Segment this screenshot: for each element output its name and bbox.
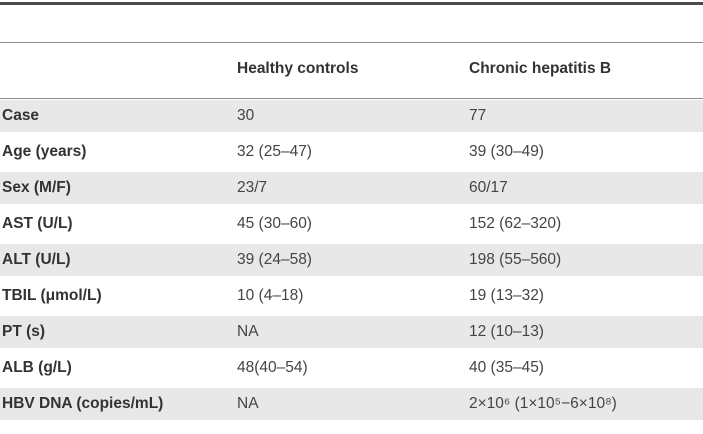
row-label: ALB (g/L): [2, 359, 72, 376]
table-header: [0, 43, 703, 99]
table-row: [0, 352, 703, 384]
healthy-controls-value: 45 (30–60): [237, 215, 312, 232]
table-row: [0, 316, 703, 348]
table-row: [0, 280, 703, 312]
chronic-hepatitis-b-value: 152 (62–320): [469, 215, 562, 232]
healthy-controls-value: 48(40–54): [237, 359, 308, 376]
row-label: Sex (M/F): [2, 179, 71, 196]
healthy-controls-value: 30: [237, 107, 255, 124]
healthy-controls-value: 23/7: [237, 179, 268, 196]
healthy-controls-value: 39 (24–58): [237, 251, 312, 268]
table-row: [0, 172, 703, 204]
chronic-hepatitis-b-value: 19 (13–32): [469, 287, 544, 304]
row-label: Age (years): [2, 143, 87, 160]
table-top-rule: [0, 2, 703, 5]
chronic-hepatitis-b-value: 40 (35–45): [469, 359, 544, 376]
healthy-controls-value: 32 (25–47): [237, 143, 312, 160]
healthy-controls-value: 10 (4–18): [237, 287, 304, 304]
header-chronic-hepatitis-b: Chronic hepatitis B: [469, 60, 612, 77]
healthy-controls-value: NA: [237, 323, 259, 340]
table-row: [0, 136, 703, 168]
chronic-hepatitis-b-value: 60/17: [469, 179, 508, 196]
table-body: [0, 100, 703, 424]
chronic-hepatitis-b-value: 2×10⁶ (1×10⁵−6×10⁸): [469, 395, 617, 412]
header-healthy-controls: Healthy controls: [237, 60, 359, 77]
chronic-hepatitis-b-value: 77: [469, 107, 487, 124]
chronic-hepatitis-b-value: 12 (10–13): [469, 323, 544, 340]
row-label: ALT (U/L): [2, 251, 71, 268]
table-row: [0, 244, 703, 276]
chronic-hepatitis-b-value: 198 (55–560): [469, 251, 562, 268]
row-label: AST (U/L): [2, 215, 73, 232]
chronic-hepatitis-b-value: 39 (30–49): [469, 143, 544, 160]
table-row: [0, 388, 703, 420]
row-label: PT (s): [2, 323, 46, 340]
row-label: HBV DNA (copies/mL): [2, 395, 164, 412]
row-label: TBIL (μmol/L): [2, 287, 102, 304]
table-row: [0, 208, 703, 240]
table-row: [0, 100, 703, 132]
healthy-controls-value: NA: [237, 395, 259, 412]
row-label: Case: [2, 107, 40, 124]
